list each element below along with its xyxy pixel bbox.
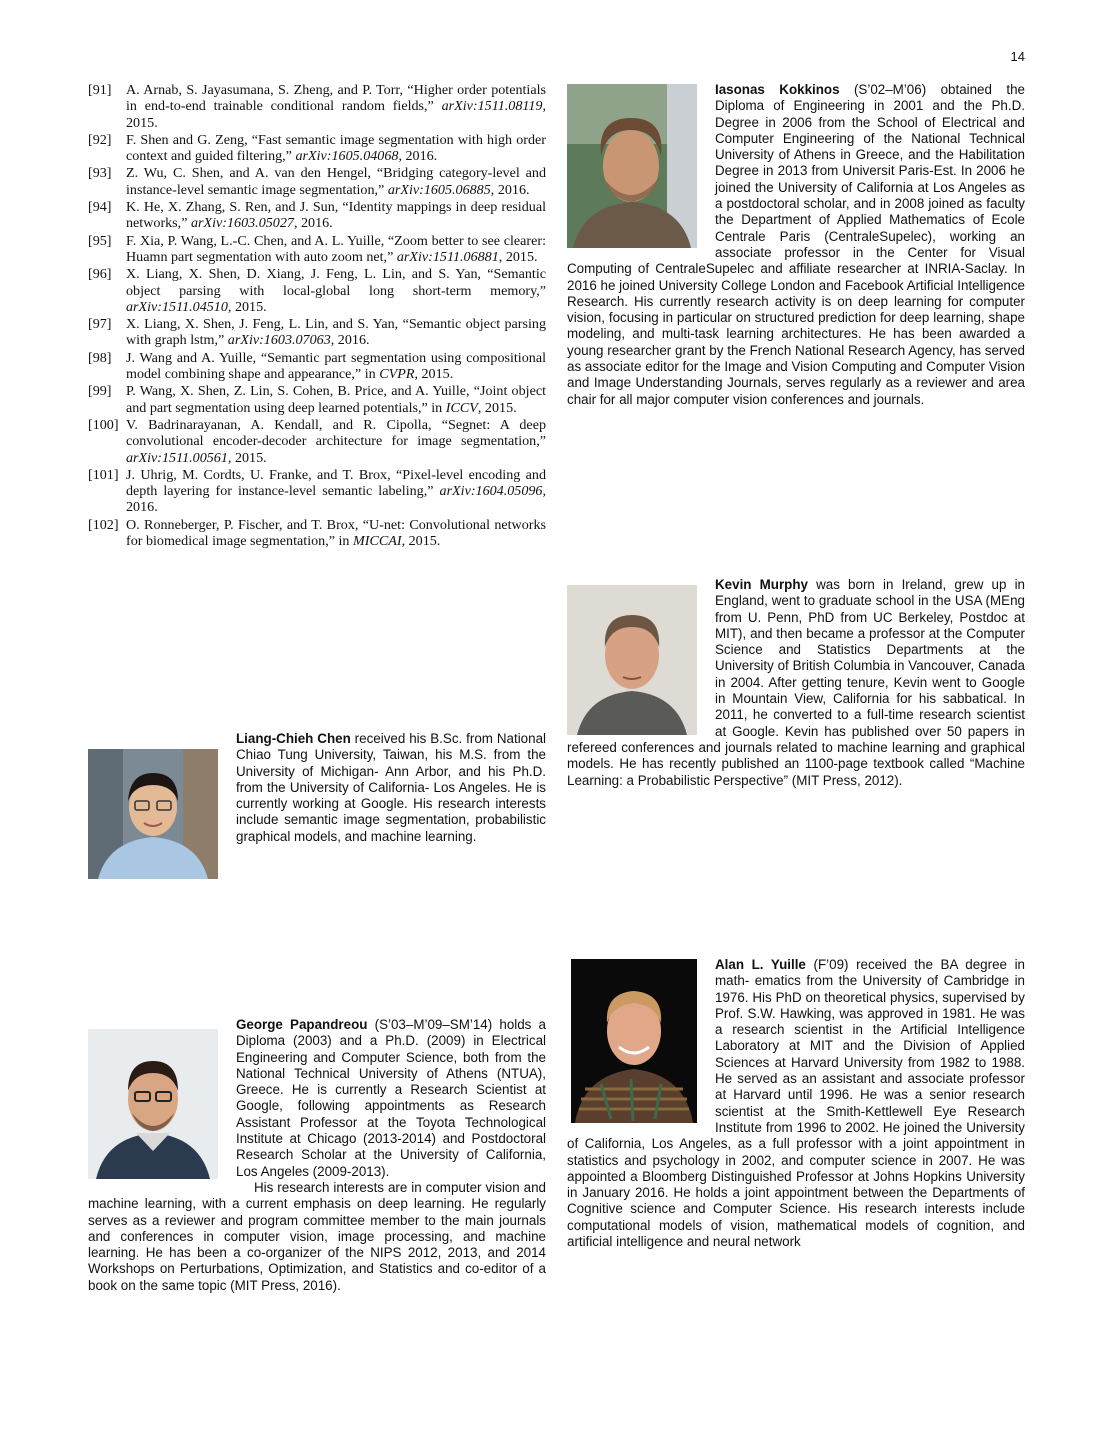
photo-murphy (567, 585, 697, 735)
reference-number: [91] (88, 82, 112, 98)
reference-number: [93] (88, 165, 112, 182)
reference-item (88, 132, 546, 165)
reference-number: [99] (88, 383, 112, 400)
reference-number: [98] (88, 349, 112, 366)
reference-text: J. Uhrig, M. Cordts, U. Franke, and T. Brox, “Pixel-level encoding and depth layering for instance-level semantic labeling,” (126, 466, 546, 500)
reference-year: , 2015. (126, 98, 546, 131)
bio-text: was born in Ireland, grew up in England, went to graduate school in the USA (MEng from U. Penn, PhD from UC Berkeley, Postdoc at MIT), and then became a professor at the Computer Science and Statistics Departments at the University of British Columbia in Vancouver, Canada in 2004. After getting tenure, Kevin went to Google in Mountain View, California for his sabbatical. In 2011, he converted to a full-time research scientist at Google. Kevin has published over 50 papers in refereed conferences and journals related to machine learning and graphical models. He has recently published an 1100-page textbook called “Machine Learning: a Probabilistic Perspective” (MIT Press, 2012). (567, 577, 1025, 788)
reference-item (88, 82, 546, 131)
reference-venue: arXiv:1605.06885 (387, 181, 491, 198)
reference-text: A. Arnab, S. Jayasumana, S. Zheng, and P. Torr, “Higher order potentials in end-to-end trainable conditional random fields,” (126, 82, 546, 115)
reference-venue: arXiv:1511.08119 (441, 98, 543, 115)
reference-number: [102] (88, 516, 119, 533)
bio-yuille (567, 957, 1025, 1250)
bio-papandreou (88, 1017, 546, 1294)
reference-item (88, 165, 546, 198)
reference-text: F. Shen and G. Zeng, “Fast semantic image segmentation with high order context and guided filtering,” (126, 131, 546, 165)
reference-venue: arXiv:1603.07063 (227, 332, 331, 349)
reference-year: , 2015. (498, 248, 538, 265)
reference-venue: arXiv:1603.05027 (190, 215, 294, 232)
photo-kokkinos (567, 84, 697, 248)
bio-name: Alan L. Yuille (715, 957, 806, 972)
reference-year: , 2015. (227, 449, 267, 466)
reference-text: O. Ronneberger, P. Fischer, and T. Brox, “U-net: Convolutional networks for biomedical image segmentation,” in (126, 516, 546, 550)
reference-year: , 2015. (227, 298, 267, 315)
reference-item (88, 467, 546, 516)
bio-text: received his B.Sc. from National Chiao Tung University, Taiwan, his M.S. from the University of Michigan- Ann Arbor, and his Ph.D. from the University of California- Los Angeles. He is currently working at Google. His research interests include semantic image segmentation, probabilistic graphical models, and machine learning. (236, 731, 546, 844)
reference-venue: arXiv:1605.04068 (295, 148, 399, 165)
bio-name: Iasonas Kokkinos (715, 82, 840, 97)
bio-name: Liang-Chieh Chen (236, 731, 351, 746)
bio-text-second-paragraph: His research interests are in computer vision and machine learning, with a current emphasis on deep learning. He regularly serves as a reviewer and program committee member to the main journals and conferences in computer vision, image processing, and machine learning. He has been a co-organizer of the NIPS 2012, 2013, and 2014 Workshops on Perturbations, Optimization, and Statistics and co-editor of a book on the same topic (MIT Press, 2016). (88, 1179, 546, 1293)
reference-year: , 2016. (126, 483, 546, 516)
bio-chen (88, 731, 546, 881)
reference-item (88, 316, 546, 349)
reference-venue: MICCAI (353, 533, 402, 550)
reference-venue: arXiv:1511.04510 (126, 298, 228, 315)
reference-year: , 2015. (401, 533, 441, 550)
bio-murphy (567, 577, 1025, 789)
reference-venue: arXiv:1604.05096 (439, 483, 543, 500)
bio-text: (S’03–M’09–SM’14) holds a Diploma (2003) and a Ph.D. (2009) in Electrical Engineering and Computer Science, both from the National Technical University of Athens (NTUA), Greece. He is currently a Research Scientist at Google, following appointments as Research Assistant Professor at the Toyota Technological Institute at Chicago (2013-2014) and Postdoctoral Research Scholar at the University of California, Los Angeles (2009-2013). (236, 1017, 546, 1179)
reference-text: J. Wang and A. Yuille, “Semantic part segmentation using compositional model combining shape and appearance,” in (126, 349, 546, 383)
reference-number: [96] (88, 266, 112, 283)
bio-name: George Papandreou (236, 1017, 368, 1032)
reference-text: F. Xia, P. Wang, L.-C. Chen, and A. L. Yuille, “Zoom better to see clearer: Huamn part segmentation with auto zoom net,” (126, 232, 546, 265)
reference-number: [92] (88, 131, 112, 148)
reference-year: , 2016. (490, 181, 530, 198)
bio-text: (F’09) received the BA degree in math- ematics from the University of Cambridge in 1976. His PhD on theoretical physics, supervised by Prof. S.W. Hawking, was approved in 1981. He was a research scientist in the Artificial Intelligence Laboratory at MIT and the Division of Applied Sciences at Harvard University from 1982 to 1988. He served as an assistant and associate professor at Harvard until 1996. He was a senior research scientist at the Smith-Kettlewell Eye Research Institute from 1996 to 2002. He joined the University of California, Los Angeles, as a full professor with a joint appointment in statistics and psychology in 2002, and computer science in 2007. He was appointed a Bloomberg Distinguished Professor at Johns Hopkins University in January 2016. He holds a joint appointment between the Departments of Cognitive science and Computer Science. His research interests include computational models of vision, mathematical models of cognition, and artificial intelligence and neural network (567, 957, 1025, 1250)
reference-number: [94] (88, 199, 112, 216)
reference-text: Z. Wu, C. Shen, and A. van den Hengel, “Bridging category-level and instance-level semantic image segmentation,” (126, 165, 546, 198)
bio-name: Kevin Murphy (715, 577, 808, 592)
bio-kokkinos (567, 82, 1025, 408)
reference-item (88, 199, 546, 232)
photo-papandreou (88, 1029, 218, 1179)
reference-text: P. Wang, X. Shen, Z. Lin, S. Cohen, B. Price, and A. Yuille, “Joint object and part segmentation using deep learned potentials,” in (126, 383, 546, 416)
reference-venue: arXiv:1511.00561 (126, 449, 228, 466)
reference-text: K. He, X. Zhang, S. Ren, and J. Sun, “Identity mappings in deep residual networks,” (126, 199, 546, 232)
reference-venue: ICCV (445, 399, 478, 416)
reference-item (88, 383, 546, 416)
reference-list (88, 82, 546, 550)
reference-number: [95] (88, 232, 112, 249)
reference-item (88, 517, 546, 550)
reference-text: X. Liang, X. Shen, J. Feng, L. Lin, and S. Yan, “Semantic object parsing with graph lstm,” (126, 316, 546, 349)
reference-year: , 2015. (477, 399, 517, 416)
reference-text: X. Liang, X. Shen, D. Xiang, J. Feng, L. Lin, and S. Yan, “Semantic object parsing with local-global long short-term memory,” (126, 266, 546, 299)
reference-item (88, 266, 546, 315)
reference-venue: arXiv:1511.06881 (396, 248, 499, 265)
reference-item (88, 233, 546, 266)
reference-number: [101] (88, 466, 119, 483)
reference-year: , 2016. (398, 148, 438, 165)
bio-text: (S’02–M’06) obtained the Diploma of Engineering in 2001 and the Ph.D. Degree in 2006 from the School of Electrical and Computer Engineering of the National Technical University of Athens in Greece, and the Habilitation Degree in 2013 from Universit Paris-Est. In 2006 he joined the University of California at Los Angeles as a postdoctoral scholar, and in 2008 joined as faculty the Department of Applied Mathematics of Ecole Centrale Paris (CentraleSupelec), working an associate professor in the Center for Visual Computing of CentraleSupelec and affiliate researcher at INRIA-Saclay. In 2016 he joined University College London and Facebook Artificial Intelligence Research. His currently research activity is on deep learning for computer vision, focusing in particular on structured prediction for deep learning, shape modeling, and multi-task learning architectures. He has been awarded a young researcher grant by the French National Research Agency, has served as associate editor for the Image and Vision Computing and Computer Vision and Image Understanding Journals, serves regularly as a reviewer and area chair for all major computer vision conferences and journals. (567, 82, 1025, 407)
reference-item (88, 417, 546, 466)
photo-chen (88, 749, 218, 879)
reference-number: [100] (88, 416, 119, 433)
reference-text: V. Badrinarayanan, A. Kendall, and R. Cipolla, “Segnet: A deep convolutional encoder-decoder architecture for image segmentation,” (126, 416, 546, 450)
reference-item (88, 350, 546, 383)
reference-venue: CVPR (379, 366, 415, 383)
reference-year: , 2015. (414, 366, 454, 383)
page-number: 14 (1010, 49, 1025, 64)
reference-year: , 2016. (330, 332, 370, 349)
reference-number: [97] (88, 316, 112, 333)
reference-year: , 2016. (293, 215, 333, 232)
photo-yuille (571, 959, 697, 1123)
